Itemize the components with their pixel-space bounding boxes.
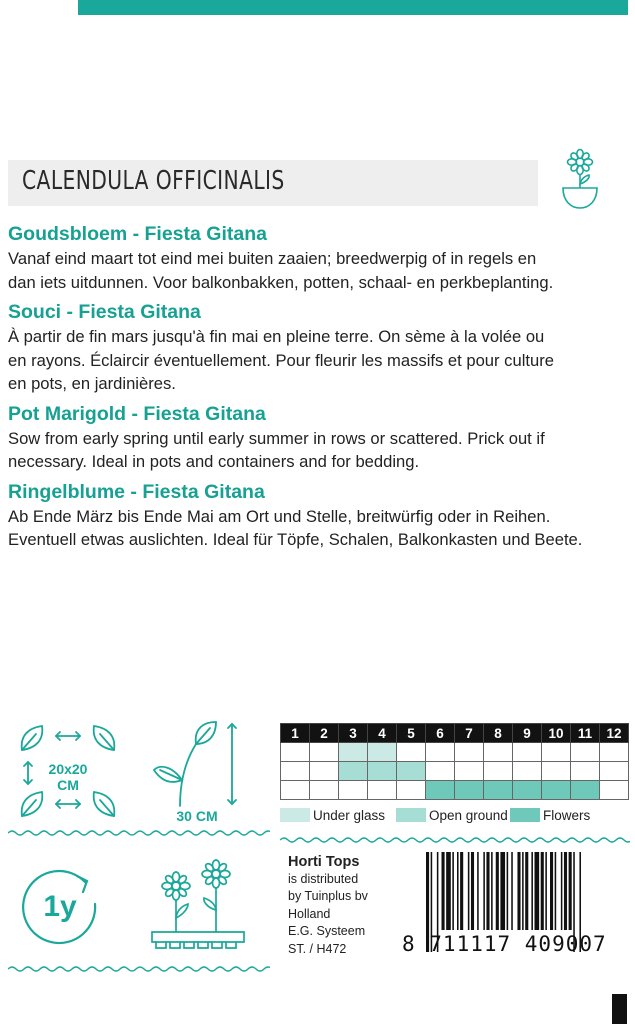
calendar-cell [484,762,513,781]
barcode-bar [500,852,505,930]
calendar-cell [368,743,397,762]
company-line: by Tuinplus bv [288,889,368,904]
legend-label: Open ground [429,807,508,823]
calendar-cell [484,781,513,800]
barcode-bar [564,852,567,930]
section-title-nl: Goudsbloem - Fiesta Gitana [8,223,267,245]
section-body-nl [8,247,630,294]
calendar-cell [281,743,310,762]
calendar-cell [513,762,542,781]
body-line: Ab Ende März bis Ende Mai am Ort und Stelle, breitwürfig oder in Reihen. [8,506,551,526]
barcode-bar [522,852,524,930]
calendar-cell [542,781,571,800]
body-line: necessary. Ideal in pots and containers and for bedding. [8,452,420,471]
month-number: 10 [548,725,564,741]
barcode-bar [550,852,553,930]
barcode-bar [535,852,540,930]
latin-name: CALENDULA OFFICINALIS [22,166,285,196]
calendar-cell [455,743,484,762]
calendar-cell [571,762,600,781]
calendar-cell [310,781,339,800]
month-cell [426,724,455,743]
month-cell [281,724,310,743]
company-line: is distributed [288,872,359,886]
month-number: 3 [349,725,357,741]
spacing-label [38,761,98,793]
company-line: Holland [288,906,331,921]
section-title-de: Ringelblume - Fiesta Gitana [8,480,265,503]
barcode-bar [477,852,479,930]
calendar-cell [513,743,542,762]
calendar-cell [571,743,600,762]
calendar-cell [339,743,368,762]
height-label: 30 CM [176,808,218,824]
month-cell [600,724,629,743]
month-number: 6 [436,725,444,741]
calendar-cell [600,743,629,762]
wave-divider [280,835,630,845]
top-accent-bar [78,0,628,15]
company-info [288,853,368,958]
barcode-bar [468,852,470,930]
company-name: Horti Tops [288,854,360,870]
barcode-bar [496,852,499,930]
calendar-cell [455,762,484,781]
month-number: 8 [494,725,502,741]
company-line: E.G. Systeem [288,924,366,939]
month-cell [484,724,513,743]
section-body-de [8,505,630,552]
calendar-cell [455,781,484,800]
calendar-cell [426,743,455,762]
barcode-number: 8 711117 409007 [402,932,607,956]
calendar-cell [542,762,571,781]
calendar-cell [600,781,629,800]
legend-label: Flowers [543,807,591,823]
body-line: en rayons. Éclaircir éventuellement. Pour fleurir les massifs et pour culture [8,350,554,370]
barcode-bar [457,852,459,930]
calendar-cell [368,762,397,781]
month-cell [368,724,397,743]
month-number: 4 [378,725,386,741]
barcode-bar [555,852,557,930]
open-ground-row [281,762,629,781]
calendar-cell [281,781,310,800]
month-cell [542,724,571,743]
spacing-unit: CM [57,777,79,793]
wave-divider [8,828,270,838]
calendar-cell [571,781,600,800]
body-line: Sow from early spring until early summer in rows or scattered. Prick out if [8,428,545,448]
barcode-bar [525,852,528,930]
corner-mark [612,994,627,1024]
month-number: 1 [291,725,299,741]
plant-height-icon [150,720,250,810]
barcode-bar [569,852,572,930]
calendar-cell [513,781,542,800]
month-number: 2 [320,725,328,741]
barcode-bar [517,852,520,930]
legend-swatch [396,808,426,822]
barcode-bar [471,852,474,930]
barcode-bar [446,852,451,930]
legend-flowers [510,806,590,824]
month-cell [310,724,339,743]
barcode-bar [452,852,454,930]
barcode-bar [460,852,463,930]
barcode-bar [545,852,547,930]
body-line: Eventuell etwas auslichten. Ideal für Töpfe, Schalen, Balkonkasten und Beete. [8,530,583,549]
legend-swatch [510,808,540,822]
calendar-cell [339,762,368,781]
barcode-bar [442,852,445,930]
body-line: dan iets uitdunnen. Voor balkonbakken, potten, schaal- en perkbeplanting. [8,272,554,292]
month-cell [339,724,368,743]
calendar-cell [397,743,426,762]
month-number: 9 [523,725,531,741]
flower-tray-icon [148,852,248,954]
sowing-calendar [280,723,629,800]
calendar-cell [542,743,571,762]
calendar-cell [368,781,397,800]
body-line: en pots, en jardinières. [8,374,176,393]
barcode-bar [491,852,493,930]
calendar-cell [484,743,513,762]
calendar-cell [281,762,310,781]
calendar-cell [426,781,455,800]
spacing-value: 20x20 [48,761,88,777]
barcode-bar [531,852,533,930]
instructions [8,222,630,558]
calendar-cell [310,762,339,781]
legend-swatch [280,808,310,822]
month-cell [513,724,542,743]
wave-divider [8,964,270,974]
calendar-cell [397,781,426,800]
flowers-row [281,781,629,800]
legend-label: Under glass [313,807,386,823]
legend-under-glass [280,806,385,824]
month-number: 11 [577,725,593,741]
barcode-bar [541,852,544,930]
calendar-header-row [281,724,629,743]
month-number: 5 [407,725,415,741]
calendar-cell [339,781,368,800]
month-cell [571,724,600,743]
calendar-cell [600,762,629,781]
month-cell [397,724,426,743]
barcode-bar [483,852,485,930]
calendar-grid [280,723,629,800]
legend-open-ground [396,806,508,824]
month-number: 7 [465,725,473,741]
calendar-cell [426,762,455,781]
section-title-fr: Souci - Fiesta Gitana [8,301,201,323]
barcode-bar [561,852,563,930]
calendar-cell [310,743,339,762]
lifecycle-label: 1y [43,890,77,923]
month-cell [455,724,484,743]
barcode-bar [486,852,489,930]
barcode-bar [507,852,509,930]
month-number: 12 [606,725,622,741]
section-title-en: Pot Marigold - Fiesta Gitana [8,402,266,425]
pot-plant-icon [553,148,609,214]
section-body-en [8,427,630,474]
section-body-fr [8,325,630,396]
calendar-cell [397,762,426,781]
body-line: Vanaf eind maart tot eind mei buiten zaaien; breedwerpig of in regels en [8,249,537,268]
body-line: À partir de fin mars jusqu'à fin mai en pleine terre. On sème à la volée ou [8,327,545,346]
barcode-bar [511,852,513,930]
company-line: ST. / H472 [288,941,347,956]
under-glass-row [281,743,629,762]
